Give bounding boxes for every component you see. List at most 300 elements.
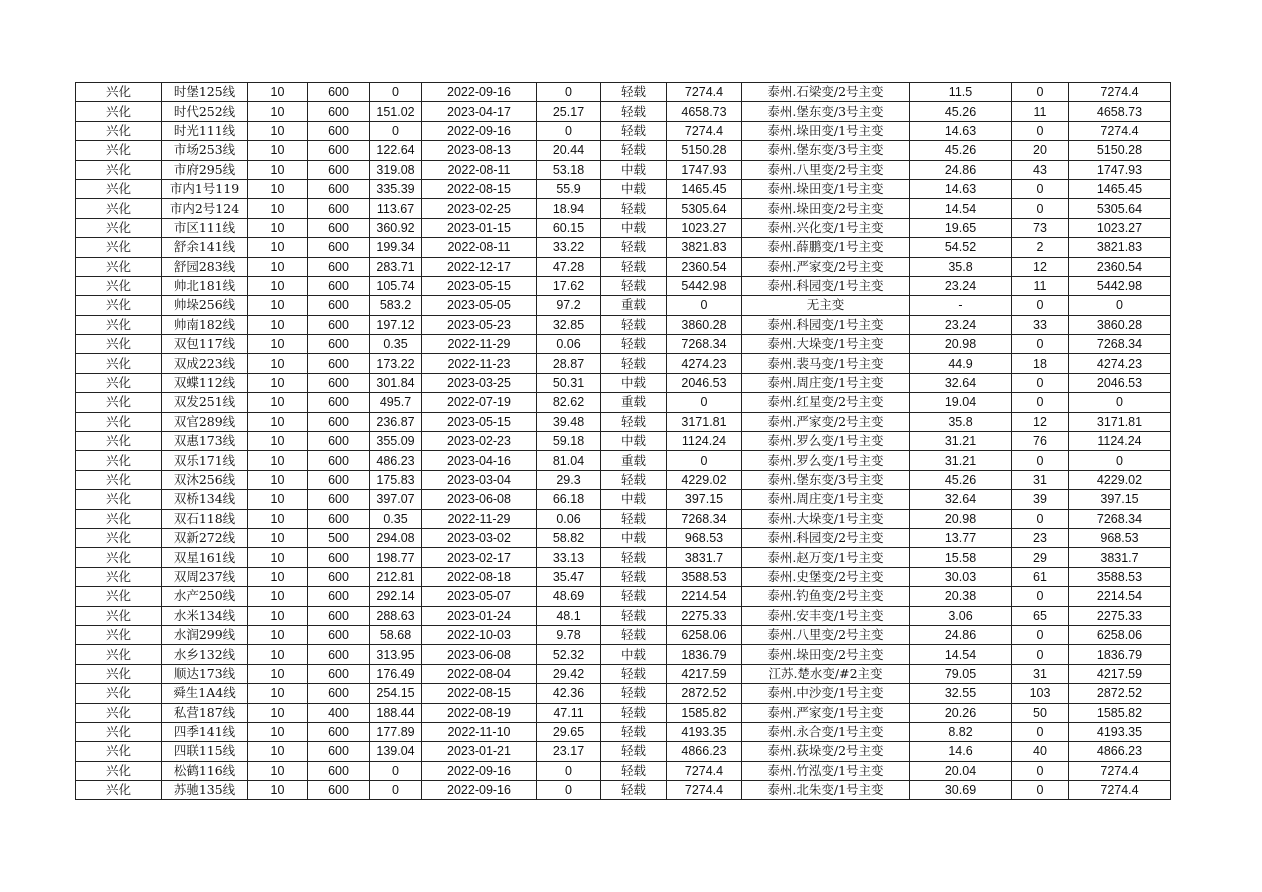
cell-rate: 23.17: [537, 742, 601, 761]
cell-transformer: 泰州.永合变/1号主变: [742, 722, 910, 741]
cell-available: 2275.33: [667, 606, 742, 625]
cell-load: 397.07: [370, 490, 422, 509]
cell-margin: 397.15: [1069, 490, 1171, 509]
cell-voltage: 10: [248, 141, 308, 160]
cell-voltage: 10: [248, 761, 308, 780]
cell-load: 292.14: [370, 587, 422, 606]
table-row: [76, 218, 1171, 237]
cell-users: 2: [1012, 238, 1069, 257]
cell-margin: 7274.4: [1069, 121, 1171, 140]
cell-line: 双成223线: [162, 354, 248, 373]
cell-region: 兴化: [76, 528, 162, 547]
cell-status: 轻载: [601, 606, 667, 625]
table-row: [76, 102, 1171, 121]
table-row: [76, 528, 1171, 547]
cell-voltage: 10: [248, 509, 308, 528]
cell-trans_rate: 3.06: [910, 606, 1012, 625]
table-row: [76, 548, 1171, 567]
cell-rate: 55.9: [537, 179, 601, 198]
cell-status: 中载: [601, 432, 667, 451]
cell-load: 197.12: [370, 315, 422, 334]
cell-margin: 7268.34: [1069, 335, 1171, 354]
cell-margin: 1124.24: [1069, 432, 1171, 451]
cell-available: 0: [667, 451, 742, 470]
table-row: [76, 490, 1171, 509]
cell-trans_rate: 23.24: [910, 276, 1012, 295]
cell-margin: 0: [1069, 296, 1171, 315]
cell-date: 2022-08-19: [422, 703, 537, 722]
cell-status: 中载: [601, 645, 667, 664]
cell-load: 188.44: [370, 703, 422, 722]
cell-load: 113.67: [370, 199, 422, 218]
cell-users: 0: [1012, 179, 1069, 198]
cell-users: 0: [1012, 587, 1069, 606]
cell-region: 兴化: [76, 432, 162, 451]
cell-available: 2872.52: [667, 684, 742, 703]
cell-trans_rate: 35.8: [910, 412, 1012, 431]
table-row: [76, 315, 1171, 334]
cell-voltage: 10: [248, 567, 308, 586]
cell-users: 0: [1012, 373, 1069, 392]
cell-available: 2214.54: [667, 587, 742, 606]
cell-status: 轻载: [601, 625, 667, 644]
cell-region: 兴化: [76, 160, 162, 179]
cell-load: 212.81: [370, 567, 422, 586]
cell-available: 4866.23: [667, 742, 742, 761]
cell-status: 轻载: [601, 199, 667, 218]
table-row: [76, 432, 1171, 451]
cell-capacity: 600: [308, 257, 370, 276]
cell-rate: 25.17: [537, 102, 601, 121]
cell-load: 0: [370, 83, 422, 102]
cell-date: 2022-11-10: [422, 722, 537, 741]
cell-region: 兴化: [76, 703, 162, 722]
table-row: [76, 393, 1171, 412]
cell-date: 2022-09-16: [422, 83, 537, 102]
cell-trans_rate: 20.98: [910, 509, 1012, 528]
cell-status: 轻载: [601, 664, 667, 683]
cell-status: 轻载: [601, 335, 667, 354]
cell-line: 双桥134线: [162, 490, 248, 509]
cell-voltage: 10: [248, 296, 308, 315]
cell-date: 2022-08-11: [422, 160, 537, 179]
cell-load: 0: [370, 781, 422, 800]
cell-line: 时代252线: [162, 102, 248, 121]
cell-region: 兴化: [76, 567, 162, 586]
cell-margin: 7274.4: [1069, 761, 1171, 780]
cell-status: 重载: [601, 393, 667, 412]
cell-available: 1023.27: [667, 218, 742, 237]
cell-load: 283.71: [370, 257, 422, 276]
cell-rate: 33.22: [537, 238, 601, 257]
cell-available: 7274.4: [667, 121, 742, 140]
table-row: [76, 160, 1171, 179]
cell-rate: 17.62: [537, 276, 601, 295]
cell-users: 0: [1012, 296, 1069, 315]
cell-load: 175.83: [370, 470, 422, 489]
cell-status: 轻载: [601, 354, 667, 373]
cell-available: 4274.23: [667, 354, 742, 373]
cell-region: 兴化: [76, 335, 162, 354]
cell-date: 2023-01-15: [422, 218, 537, 237]
cell-trans_rate: 14.54: [910, 645, 1012, 664]
cell-capacity: 600: [308, 373, 370, 392]
cell-status: 重载: [601, 296, 667, 315]
cell-rate: 0.06: [537, 335, 601, 354]
cell-trans_rate: 54.52: [910, 238, 1012, 257]
cell-date: 2023-08-13: [422, 141, 537, 160]
cell-status: 中载: [601, 490, 667, 509]
cell-line: 私营187线: [162, 703, 248, 722]
cell-available: 968.53: [667, 528, 742, 547]
cell-users: 0: [1012, 393, 1069, 412]
cell-margin: 7274.4: [1069, 83, 1171, 102]
cell-load: 0: [370, 121, 422, 140]
cell-load: 360.92: [370, 218, 422, 237]
cell-rate: 0: [537, 83, 601, 102]
cell-voltage: 10: [248, 470, 308, 489]
cell-trans_rate: 32.55: [910, 684, 1012, 703]
cell-trans_rate: 8.82: [910, 722, 1012, 741]
cell-load: 0.35: [370, 335, 422, 354]
cell-status: 中载: [601, 373, 667, 392]
table-row: [76, 238, 1171, 257]
cell-capacity: 600: [308, 625, 370, 644]
cell-users: 43: [1012, 160, 1069, 179]
cell-capacity: 600: [308, 412, 370, 431]
cell-margin: 6258.06: [1069, 625, 1171, 644]
cell-transformer: 泰州.罗么变/1号主变: [742, 451, 910, 470]
cell-transformer: 泰州.八里变/2号主变: [742, 160, 910, 179]
cell-date: 2022-09-16: [422, 121, 537, 140]
cell-line: 双发251线: [162, 393, 248, 412]
cell-line: 苏驰135线: [162, 781, 248, 800]
cell-date: 2023-02-17: [422, 548, 537, 567]
cell-users: 0: [1012, 451, 1069, 470]
cell-line: 四联115线: [162, 742, 248, 761]
cell-users: 65: [1012, 606, 1069, 625]
cell-available: 1747.93: [667, 160, 742, 179]
cell-voltage: 10: [248, 722, 308, 741]
cell-available: 5305.64: [667, 199, 742, 218]
cell-transformer: 江苏.楚水变/#2主变: [742, 664, 910, 683]
cell-capacity: 600: [308, 276, 370, 295]
table-row: [76, 121, 1171, 140]
cell-capacity: 600: [308, 238, 370, 257]
cell-date: 2022-07-19: [422, 393, 537, 412]
cell-rate: 81.04: [537, 451, 601, 470]
cell-region: 兴化: [76, 490, 162, 509]
cell-voltage: 10: [248, 257, 308, 276]
cell-date: 2023-04-17: [422, 102, 537, 121]
cell-available: 7268.34: [667, 509, 742, 528]
cell-status: 轻载: [601, 470, 667, 489]
cell-margin: 2872.52: [1069, 684, 1171, 703]
cell-voltage: 10: [248, 451, 308, 470]
cell-date: 2022-08-04: [422, 664, 537, 683]
cell-line: 帅垛256线: [162, 296, 248, 315]
cell-transformer: 泰州.严家变/1号主变: [742, 703, 910, 722]
cell-rate: 47.11: [537, 703, 601, 722]
cell-transformer: 泰州.科园变/1号主变: [742, 276, 910, 295]
cell-available: 1465.45: [667, 179, 742, 198]
cell-rate: 0: [537, 121, 601, 140]
cell-voltage: 10: [248, 315, 308, 334]
cell-status: 轻载: [601, 509, 667, 528]
cell-available: 1585.82: [667, 703, 742, 722]
cell-date: 2023-03-25: [422, 373, 537, 392]
cell-trans_rate: -: [910, 296, 1012, 315]
data-table: [75, 82, 1171, 800]
cell-region: 兴化: [76, 102, 162, 121]
cell-trans_rate: 15.58: [910, 548, 1012, 567]
cell-date: 2023-05-23: [422, 315, 537, 334]
cell-capacity: 600: [308, 587, 370, 606]
cell-capacity: 600: [308, 121, 370, 140]
cell-available: 1836.79: [667, 645, 742, 664]
cell-users: 0: [1012, 83, 1069, 102]
table-row: [76, 354, 1171, 373]
table-row: [76, 684, 1171, 703]
cell-load: 254.15: [370, 684, 422, 703]
cell-date: 2022-11-29: [422, 335, 537, 354]
cell-voltage: 10: [248, 625, 308, 644]
cell-region: 兴化: [76, 470, 162, 489]
cell-date: 2022-11-23: [422, 354, 537, 373]
cell-line: 市场253线: [162, 141, 248, 160]
cell-capacity: 600: [308, 451, 370, 470]
cell-users: 73: [1012, 218, 1069, 237]
cell-rate: 48.1: [537, 606, 601, 625]
cell-trans_rate: 32.64: [910, 373, 1012, 392]
cell-margin: 968.53: [1069, 528, 1171, 547]
cell-available: 7274.4: [667, 83, 742, 102]
cell-transformer: 泰州.罗么变/1号主变: [742, 432, 910, 451]
cell-transformer: 泰州.大垛变/1号主变: [742, 335, 910, 354]
cell-status: 轻载: [601, 412, 667, 431]
cell-rate: 28.87: [537, 354, 601, 373]
cell-status: 轻载: [601, 722, 667, 741]
cell-region: 兴化: [76, 179, 162, 198]
cell-users: 11: [1012, 276, 1069, 295]
cell-line: 水米134线: [162, 606, 248, 625]
cell-load: 58.68: [370, 625, 422, 644]
cell-transformer: 泰州.薛鹏变/1号主变: [742, 238, 910, 257]
table-row: [76, 141, 1171, 160]
cell-line: 双沐256线: [162, 470, 248, 489]
cell-region: 兴化: [76, 761, 162, 780]
cell-available: 4217.59: [667, 664, 742, 683]
cell-date: 2023-02-23: [422, 432, 537, 451]
cell-margin: 2275.33: [1069, 606, 1171, 625]
cell-date: 2022-08-18: [422, 567, 537, 586]
cell-margin: 2046.53: [1069, 373, 1171, 392]
cell-region: 兴化: [76, 684, 162, 703]
cell-available: 4229.02: [667, 470, 742, 489]
cell-transformer: 泰州.堡东变/3号主变: [742, 470, 910, 489]
cell-margin: 2360.54: [1069, 257, 1171, 276]
cell-status: 轻载: [601, 587, 667, 606]
cell-status: 轻载: [601, 761, 667, 780]
cell-voltage: 10: [248, 432, 308, 451]
cell-status: 轻载: [601, 703, 667, 722]
table-row: [76, 199, 1171, 218]
cell-transformer: 泰州.周庄变/1号主变: [742, 373, 910, 392]
table-row: [76, 703, 1171, 722]
table-row: [76, 83, 1171, 102]
cell-status: 中载: [601, 528, 667, 547]
cell-rate: 53.18: [537, 160, 601, 179]
cell-available: 5442.98: [667, 276, 742, 295]
cell-users: 39: [1012, 490, 1069, 509]
table-row: [76, 296, 1171, 315]
cell-load: 139.04: [370, 742, 422, 761]
cell-line: 水乡132线: [162, 645, 248, 664]
cell-line: 双新272线: [162, 528, 248, 547]
cell-load: 236.87: [370, 412, 422, 431]
cell-users: 31: [1012, 664, 1069, 683]
cell-trans_rate: 14.63: [910, 179, 1012, 198]
cell-margin: 7274.4: [1069, 781, 1171, 800]
cell-line: 帅南182线: [162, 315, 248, 334]
cell-margin: 5442.98: [1069, 276, 1171, 295]
table-row: [76, 373, 1171, 392]
cell-transformer: 泰州.八里变/2号主变: [742, 625, 910, 644]
cell-rate: 50.31: [537, 373, 601, 392]
cell-status: 轻载: [601, 257, 667, 276]
cell-trans_rate: 14.63: [910, 121, 1012, 140]
cell-date: 2023-03-02: [422, 528, 537, 547]
cell-voltage: 10: [248, 179, 308, 198]
cell-users: 12: [1012, 257, 1069, 276]
cell-rate: 29.65: [537, 722, 601, 741]
cell-users: 20: [1012, 141, 1069, 160]
cell-margin: 1023.27: [1069, 218, 1171, 237]
cell-date: 2023-01-24: [422, 606, 537, 625]
cell-trans_rate: 19.04: [910, 393, 1012, 412]
table-row: [76, 722, 1171, 741]
cell-region: 兴化: [76, 625, 162, 644]
cell-region: 兴化: [76, 296, 162, 315]
cell-users: 0: [1012, 335, 1069, 354]
cell-trans_rate: 24.86: [910, 160, 1012, 179]
cell-region: 兴化: [76, 664, 162, 683]
cell-trans_rate: 32.64: [910, 490, 1012, 509]
cell-users: 11: [1012, 102, 1069, 121]
cell-date: 2022-11-29: [422, 509, 537, 528]
cell-transformer: 泰州.石梁变/2号主变: [742, 83, 910, 102]
cell-status: 中载: [601, 179, 667, 198]
cell-capacity: 600: [308, 354, 370, 373]
cell-capacity: 600: [308, 567, 370, 586]
cell-transformer: 泰州.史堡变/2号主变: [742, 567, 910, 586]
cell-users: 31: [1012, 470, 1069, 489]
cell-transformer: 泰州.赵万变/1号主变: [742, 548, 910, 567]
cell-date: 2022-08-15: [422, 684, 537, 703]
cell-trans_rate: 35.8: [910, 257, 1012, 276]
cell-margin: 3171.81: [1069, 412, 1171, 431]
cell-users: 29: [1012, 548, 1069, 567]
cell-transformer: 泰州.荻垛变/2号主变: [742, 742, 910, 761]
cell-region: 兴化: [76, 548, 162, 567]
cell-line: 松鹤116线: [162, 761, 248, 780]
cell-voltage: 10: [248, 121, 308, 140]
cell-capacity: 600: [308, 218, 370, 237]
cell-capacity: 600: [308, 761, 370, 780]
cell-margin: 3821.83: [1069, 238, 1171, 257]
table-row: [76, 470, 1171, 489]
table-row: [76, 664, 1171, 683]
cell-line: 双乐171线: [162, 451, 248, 470]
cell-capacity: 600: [308, 722, 370, 741]
cell-voltage: 10: [248, 354, 308, 373]
table-row: [76, 761, 1171, 780]
cell-users: 0: [1012, 509, 1069, 528]
cell-users: 18: [1012, 354, 1069, 373]
cell-rate: 60.15: [537, 218, 601, 237]
cell-line: 双包117线: [162, 335, 248, 354]
cell-load: 151.02: [370, 102, 422, 121]
cell-region: 兴化: [76, 645, 162, 664]
cell-trans_rate: 79.05: [910, 664, 1012, 683]
cell-available: 7274.4: [667, 761, 742, 780]
cell-margin: 4217.59: [1069, 664, 1171, 683]
cell-margin: 5150.28: [1069, 141, 1171, 160]
cell-capacity: 400: [308, 703, 370, 722]
cell-available: 3831.7: [667, 548, 742, 567]
cell-rate: 52.32: [537, 645, 601, 664]
cell-load: 199.34: [370, 238, 422, 257]
cell-line: 双惠173线: [162, 432, 248, 451]
cell-transformer: 泰州.红星变/2号主变: [742, 393, 910, 412]
cell-capacity: 600: [308, 509, 370, 528]
cell-line: 舒园283线: [162, 257, 248, 276]
cell-transformer: 泰州.裴马变/1号主变: [742, 354, 910, 373]
cell-available: 0: [667, 393, 742, 412]
cell-trans_rate: 20.38: [910, 587, 1012, 606]
cell-trans_rate: 14.6: [910, 742, 1012, 761]
cell-load: 173.22: [370, 354, 422, 373]
cell-transformer: 泰州.中沙变/1号主变: [742, 684, 910, 703]
cell-line: 双蝶112线: [162, 373, 248, 392]
table-row: [76, 645, 1171, 664]
cell-margin: 1836.79: [1069, 645, 1171, 664]
cell-capacity: 600: [308, 664, 370, 683]
cell-load: 301.84: [370, 373, 422, 392]
cell-users: 0: [1012, 722, 1069, 741]
cell-transformer: 泰州.垛田变/1号主变: [742, 121, 910, 140]
cell-line: 水产250线: [162, 587, 248, 606]
cell-users: 61: [1012, 567, 1069, 586]
cell-capacity: 500: [308, 528, 370, 547]
cell-rate: 59.18: [537, 432, 601, 451]
cell-voltage: 10: [248, 645, 308, 664]
cell-users: 33: [1012, 315, 1069, 334]
cell-trans_rate: 45.26: [910, 102, 1012, 121]
cell-margin: 4274.23: [1069, 354, 1171, 373]
cell-load: 294.08: [370, 528, 422, 547]
cell-margin: 3831.7: [1069, 548, 1171, 567]
cell-status: 轻载: [601, 781, 667, 800]
cell-load: 319.08: [370, 160, 422, 179]
cell-available: 3171.81: [667, 412, 742, 431]
cell-margin: 1747.93: [1069, 160, 1171, 179]
cell-region: 兴化: [76, 238, 162, 257]
cell-date: 2023-05-15: [422, 276, 537, 295]
cell-date: 2023-05-15: [422, 412, 537, 431]
cell-capacity: 600: [308, 83, 370, 102]
cell-status: 中载: [601, 218, 667, 237]
